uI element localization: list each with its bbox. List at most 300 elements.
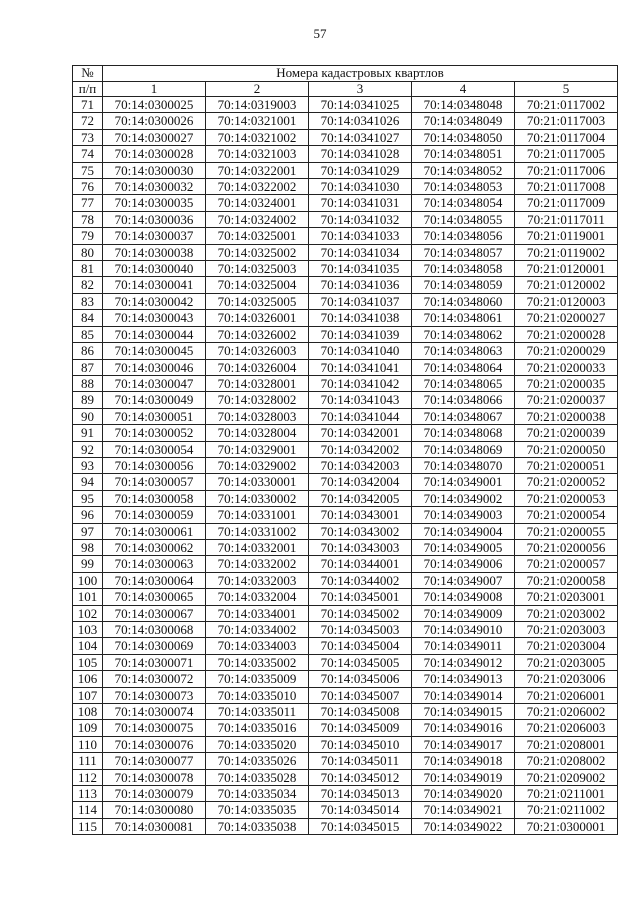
cadastral-cell-2: 70:14:0319003 bbox=[206, 97, 309, 113]
cadastral-cell-3: 70:14:0341038 bbox=[309, 310, 412, 326]
cadastral-cell-2: 70:14:0329002 bbox=[206, 457, 309, 473]
cadastral-cell-5: 70:21:0119002 bbox=[515, 244, 618, 260]
cadastral-cell-4: 70:14:0348066 bbox=[412, 392, 515, 408]
cadastral-cell-2: 70:14:0334001 bbox=[206, 605, 309, 621]
table-row bbox=[73, 802, 618, 818]
cadastral-cell-5: 70:21:0208002 bbox=[515, 753, 618, 769]
cadastral-cell-3: 70:14:0345013 bbox=[309, 786, 412, 802]
row-number-cell: 79 bbox=[73, 228, 103, 244]
table-row bbox=[73, 589, 618, 605]
cadastral-cell-1: 70:14:0300036 bbox=[103, 211, 206, 227]
row-number-cell: 74 bbox=[73, 146, 103, 162]
table-row bbox=[73, 539, 618, 555]
cadastral-cell-4: 70:14:0349012 bbox=[412, 654, 515, 670]
table-row bbox=[73, 622, 618, 638]
header-num-sublabel: п/п bbox=[73, 81, 103, 97]
header-column-4: 4 bbox=[412, 81, 515, 97]
cadastral-cell-5: 70:21:0200035 bbox=[515, 375, 618, 391]
row-number-cell: 75 bbox=[73, 162, 103, 178]
cadastral-cell-1: 70:14:0300080 bbox=[103, 802, 206, 818]
table-row bbox=[73, 293, 618, 309]
cadastral-cell-1: 70:14:0300062 bbox=[103, 539, 206, 555]
cadastral-cell-2: 70:14:0330001 bbox=[206, 474, 309, 490]
cadastral-cell-3: 70:14:0343001 bbox=[309, 507, 412, 523]
cadastral-cell-4: 70:14:0348069 bbox=[412, 441, 515, 457]
row-number-cell: 109 bbox=[73, 720, 103, 736]
cadastral-cell-1: 70:14:0300064 bbox=[103, 572, 206, 588]
cadastral-cell-1: 70:14:0300079 bbox=[103, 786, 206, 802]
cadastral-cell-1: 70:14:0300065 bbox=[103, 589, 206, 605]
table-row bbox=[73, 720, 618, 736]
row-number-cell: 114 bbox=[73, 802, 103, 818]
cadastral-cell-1: 70:14:0300046 bbox=[103, 359, 206, 375]
cadastral-cell-5: 70:21:0203001 bbox=[515, 589, 618, 605]
cadastral-cell-1: 70:14:0300032 bbox=[103, 179, 206, 195]
header-column-3: 3 bbox=[309, 81, 412, 97]
row-number-cell: 84 bbox=[73, 310, 103, 326]
cadastral-cell-1: 70:14:0300068 bbox=[103, 622, 206, 638]
cadastral-cell-4: 70:14:0349010 bbox=[412, 622, 515, 638]
cadastral-cell-5: 70:21:0117005 bbox=[515, 146, 618, 162]
cadastral-cell-5: 70:21:0200052 bbox=[515, 474, 618, 490]
row-number-cell: 76 bbox=[73, 179, 103, 195]
header-column-1: 1 bbox=[103, 81, 206, 97]
row-number-cell: 91 bbox=[73, 425, 103, 441]
cadastral-cell-5: 70:21:0203006 bbox=[515, 671, 618, 687]
cadastral-cell-5: 70:21:0200058 bbox=[515, 572, 618, 588]
cadastral-cell-2: 70:14:0326004 bbox=[206, 359, 309, 375]
cadastral-cell-3: 70:14:0345009 bbox=[309, 720, 412, 736]
row-number-cell: 71 bbox=[73, 97, 103, 113]
cadastral-cell-2: 70:14:0326001 bbox=[206, 310, 309, 326]
row-number-cell: 105 bbox=[73, 654, 103, 670]
cadastral-cell-2: 70:14:0332004 bbox=[206, 589, 309, 605]
cadastral-cell-4: 70:14:0348051 bbox=[412, 146, 515, 162]
table-row bbox=[73, 753, 618, 769]
cadastral-cell-3: 70:14:0341031 bbox=[309, 195, 412, 211]
cadastral-cell-5: 70:21:0117002 bbox=[515, 97, 618, 113]
header-column-2: 2 bbox=[206, 81, 309, 97]
cadastral-cell-3: 70:14:0345007 bbox=[309, 687, 412, 703]
cadastral-cell-4: 70:14:0348064 bbox=[412, 359, 515, 375]
cadastral-cell-4: 70:14:0349008 bbox=[412, 589, 515, 605]
cadastral-cell-4: 70:14:0349020 bbox=[412, 786, 515, 802]
cadastral-cell-4: 70:14:0348061 bbox=[412, 310, 515, 326]
cadastral-cell-4: 70:14:0349005 bbox=[412, 539, 515, 555]
cadastral-cell-3: 70:14:0341029 bbox=[309, 162, 412, 178]
row-number-cell: 92 bbox=[73, 441, 103, 457]
cadastral-cell-1: 70:14:0300058 bbox=[103, 490, 206, 506]
cadastral-cell-4: 70:14:0349004 bbox=[412, 523, 515, 539]
cadastral-cell-1: 70:14:0300056 bbox=[103, 457, 206, 473]
cadastral-cell-5: 70:21:0300001 bbox=[515, 818, 618, 834]
cadastral-cell-1: 70:14:0300063 bbox=[103, 556, 206, 572]
cadastral-cell-4: 70:14:0348054 bbox=[412, 195, 515, 211]
cadastral-cell-3: 70:14:0341027 bbox=[309, 129, 412, 145]
cadastral-cell-1: 70:14:0300045 bbox=[103, 343, 206, 359]
row-number-cell: 96 bbox=[73, 507, 103, 523]
cadastral-cell-5: 70:21:0200057 bbox=[515, 556, 618, 572]
cadastral-cell-1: 70:14:0300067 bbox=[103, 605, 206, 621]
table-row bbox=[73, 523, 618, 539]
cadastral-cell-5: 70:21:0203004 bbox=[515, 638, 618, 654]
cadastral-cell-4: 70:14:0348059 bbox=[412, 277, 515, 293]
cadastral-cell-5: 70:21:0200037 bbox=[515, 392, 618, 408]
cadastral-cell-3: 70:14:0342005 bbox=[309, 490, 412, 506]
cadastral-cell-5: 70:21:0200056 bbox=[515, 539, 618, 555]
cadastral-cell-2: 70:14:0335020 bbox=[206, 736, 309, 752]
cadastral-cell-4: 70:14:0348065 bbox=[412, 375, 515, 391]
cadastral-cell-2: 70:14:0328001 bbox=[206, 375, 309, 391]
cadastral-cell-2: 70:14:0335038 bbox=[206, 818, 309, 834]
cadastral-cell-4: 70:14:0348055 bbox=[412, 211, 515, 227]
cadastral-cell-5: 70:21:0203002 bbox=[515, 605, 618, 621]
cadastral-cell-4: 70:14:0349003 bbox=[412, 507, 515, 523]
cadastral-cell-2: 70:14:0335035 bbox=[206, 802, 309, 818]
cadastral-cell-5: 70:21:0200033 bbox=[515, 359, 618, 375]
cadastral-cell-2: 70:14:0325004 bbox=[206, 277, 309, 293]
cadastral-table bbox=[72, 65, 618, 835]
cadastral-cell-1: 70:14:0300081 bbox=[103, 818, 206, 834]
cadastral-cell-2: 70:14:0335002 bbox=[206, 654, 309, 670]
cadastral-cell-1: 70:14:0300072 bbox=[103, 671, 206, 687]
cadastral-cell-2: 70:14:0325003 bbox=[206, 261, 309, 277]
row-number-cell: 77 bbox=[73, 195, 103, 211]
table-row bbox=[73, 736, 618, 752]
cadastral-cell-1: 70:14:0300042 bbox=[103, 293, 206, 309]
cadastral-cell-4: 70:14:0349022 bbox=[412, 818, 515, 834]
cadastral-cell-5: 70:21:0117008 bbox=[515, 179, 618, 195]
cadastral-cell-4: 70:14:0348062 bbox=[412, 326, 515, 342]
row-number-cell: 102 bbox=[73, 605, 103, 621]
table-row bbox=[73, 474, 618, 490]
cadastral-cell-1: 70:14:0300044 bbox=[103, 326, 206, 342]
cadastral-cell-1: 70:14:0300043 bbox=[103, 310, 206, 326]
cadastral-cell-3: 70:14:0341037 bbox=[309, 293, 412, 309]
cadastral-cell-3: 70:14:0345003 bbox=[309, 622, 412, 638]
cadastral-cell-1: 70:14:0300074 bbox=[103, 704, 206, 720]
cadastral-cell-4: 70:14:0349017 bbox=[412, 736, 515, 752]
cadastral-cell-2: 70:14:0325001 bbox=[206, 228, 309, 244]
cadastral-cell-4: 70:14:0349015 bbox=[412, 704, 515, 720]
cadastral-cell-5: 70:21:0206001 bbox=[515, 687, 618, 703]
cadastral-cell-4: 70:14:0348070 bbox=[412, 457, 515, 473]
cadastral-cell-2: 70:14:0334003 bbox=[206, 638, 309, 654]
row-number-cell: 95 bbox=[73, 490, 103, 506]
cadastral-cell-3: 70:14:0341041 bbox=[309, 359, 412, 375]
cadastral-cell-4: 70:14:0349018 bbox=[412, 753, 515, 769]
cadastral-cell-5: 70:21:0203003 bbox=[515, 622, 618, 638]
cadastral-cell-4: 70:14:0348060 bbox=[412, 293, 515, 309]
cadastral-cell-3: 70:14:0342004 bbox=[309, 474, 412, 490]
cadastral-cell-5: 70:21:0200055 bbox=[515, 523, 618, 539]
cadastral-cell-2: 70:14:0321002 bbox=[206, 129, 309, 145]
cadastral-cell-5: 70:21:0200027 bbox=[515, 310, 618, 326]
cadastral-cell-2: 70:14:0328004 bbox=[206, 425, 309, 441]
row-number-cell: 106 bbox=[73, 671, 103, 687]
table-row bbox=[73, 556, 618, 572]
row-number-cell: 88 bbox=[73, 375, 103, 391]
cadastral-cell-1: 70:14:0300047 bbox=[103, 375, 206, 391]
table-row bbox=[73, 490, 618, 506]
cadastral-cell-4: 70:14:0348058 bbox=[412, 261, 515, 277]
table-row bbox=[73, 359, 618, 375]
cadastral-cell-5: 70:21:0117004 bbox=[515, 129, 618, 145]
cadastral-cell-5: 70:21:0200038 bbox=[515, 408, 618, 424]
row-number-cell: 72 bbox=[73, 113, 103, 129]
row-number-cell: 83 bbox=[73, 293, 103, 309]
table-row bbox=[73, 654, 618, 670]
table-row bbox=[73, 818, 618, 834]
cadastral-cell-3: 70:14:0345001 bbox=[309, 589, 412, 605]
cadastral-cell-4: 70:14:0348067 bbox=[412, 408, 515, 424]
cadastral-cell-2: 70:14:0328002 bbox=[206, 392, 309, 408]
cadastral-cell-2: 70:14:0335028 bbox=[206, 769, 309, 785]
header-group-title: Номера кадастровых квартлов bbox=[103, 66, 618, 82]
cadastral-cell-1: 70:14:0300035 bbox=[103, 195, 206, 211]
cadastral-cell-1: 70:14:0300037 bbox=[103, 228, 206, 244]
cadastral-cell-1: 70:14:0300075 bbox=[103, 720, 206, 736]
cadastral-cell-5: 70:21:0119001 bbox=[515, 228, 618, 244]
cadastral-cell-2: 70:14:0328003 bbox=[206, 408, 309, 424]
cadastral-cell-5: 70:21:0200051 bbox=[515, 457, 618, 473]
row-number-cell: 81 bbox=[73, 261, 103, 277]
cadastral-cell-5: 70:21:0209002 bbox=[515, 769, 618, 785]
table-row bbox=[73, 638, 618, 654]
cadastral-cell-2: 70:14:0335034 bbox=[206, 786, 309, 802]
row-number-cell: 85 bbox=[73, 326, 103, 342]
cadastral-cell-1: 70:14:0300059 bbox=[103, 507, 206, 523]
cadastral-cell-1: 70:14:0300052 bbox=[103, 425, 206, 441]
cadastral-cell-5: 70:21:0206002 bbox=[515, 704, 618, 720]
cadastral-cell-5: 70:21:0120001 bbox=[515, 261, 618, 277]
cadastral-cell-5: 70:21:0211002 bbox=[515, 802, 618, 818]
cadastral-cell-5: 70:21:0120003 bbox=[515, 293, 618, 309]
cadastral-cell-3: 70:14:0341030 bbox=[309, 179, 412, 195]
cadastral-cell-2: 70:14:0324002 bbox=[206, 211, 309, 227]
cadastral-cell-2: 70:14:0326002 bbox=[206, 326, 309, 342]
table-row bbox=[73, 228, 618, 244]
cadastral-cell-4: 70:14:0349007 bbox=[412, 572, 515, 588]
row-number-cell: 103 bbox=[73, 622, 103, 638]
cadastral-cell-2: 70:14:0335016 bbox=[206, 720, 309, 736]
cadastral-cell-2: 70:14:0335009 bbox=[206, 671, 309, 687]
cadastral-cell-2: 70:14:0325005 bbox=[206, 293, 309, 309]
header-row-top bbox=[73, 66, 618, 82]
cadastral-cell-4: 70:14:0348052 bbox=[412, 162, 515, 178]
row-number-cell: 113 bbox=[73, 786, 103, 802]
cadastral-cell-3: 70:14:0341035 bbox=[309, 261, 412, 277]
table-row bbox=[73, 687, 618, 703]
table-row bbox=[73, 211, 618, 227]
cadastral-cell-3: 70:14:0345004 bbox=[309, 638, 412, 654]
cadastral-cell-5: 70:21:0117011 bbox=[515, 211, 618, 227]
cadastral-cell-3: 70:14:0345005 bbox=[309, 654, 412, 670]
cadastral-cell-5: 70:21:0200054 bbox=[515, 507, 618, 523]
table-row bbox=[73, 326, 618, 342]
table-row bbox=[73, 507, 618, 523]
cadastral-cell-5: 70:21:0211001 bbox=[515, 786, 618, 802]
cadastral-cell-4: 70:14:0349013 bbox=[412, 671, 515, 687]
cadastral-cell-1: 70:14:0300069 bbox=[103, 638, 206, 654]
cadastral-cell-2: 70:14:0321001 bbox=[206, 113, 309, 129]
cadastral-cell-4: 70:14:0348048 bbox=[412, 97, 515, 113]
cadastral-cell-2: 70:14:0331001 bbox=[206, 507, 309, 523]
table-row bbox=[73, 425, 618, 441]
row-number-cell: 107 bbox=[73, 687, 103, 703]
cadastral-cell-2: 70:14:0326003 bbox=[206, 343, 309, 359]
table-row bbox=[73, 457, 618, 473]
row-number-cell: 73 bbox=[73, 129, 103, 145]
cadastral-cell-3: 70:14:0341033 bbox=[309, 228, 412, 244]
cadastral-cell-3: 70:14:0341043 bbox=[309, 392, 412, 408]
cadastral-cell-3: 70:14:0345006 bbox=[309, 671, 412, 687]
cadastral-cell-3: 70:14:0341028 bbox=[309, 146, 412, 162]
cadastral-cell-2: 70:14:0335010 bbox=[206, 687, 309, 703]
table-row bbox=[73, 179, 618, 195]
cadastral-cell-2: 70:14:0332002 bbox=[206, 556, 309, 572]
cadastral-cell-3: 70:14:0341025 bbox=[309, 97, 412, 113]
cadastral-cell-2: 70:14:0325002 bbox=[206, 244, 309, 260]
cadastral-cell-3: 70:14:0345011 bbox=[309, 753, 412, 769]
cadastral-cell-1: 70:14:0300028 bbox=[103, 146, 206, 162]
cadastral-cell-1: 70:14:0300027 bbox=[103, 129, 206, 145]
cadastral-cell-4: 70:14:0349006 bbox=[412, 556, 515, 572]
row-number-cell: 101 bbox=[73, 589, 103, 605]
cadastral-cell-3: 70:14:0341032 bbox=[309, 211, 412, 227]
cadastral-cell-3: 70:14:0344002 bbox=[309, 572, 412, 588]
cadastral-cell-5: 70:21:0208001 bbox=[515, 736, 618, 752]
cadastral-cell-1: 70:14:0300051 bbox=[103, 408, 206, 424]
row-number-cell: 87 bbox=[73, 359, 103, 375]
table-row bbox=[73, 572, 618, 588]
row-number-cell: 100 bbox=[73, 572, 103, 588]
cadastral-cell-2: 70:14:0321003 bbox=[206, 146, 309, 162]
cadastral-cell-5: 70:21:0200029 bbox=[515, 343, 618, 359]
cadastral-cell-1: 70:14:0300076 bbox=[103, 736, 206, 752]
cadastral-cell-1: 70:14:0300071 bbox=[103, 654, 206, 670]
table-row bbox=[73, 786, 618, 802]
cadastral-cell-4: 70:14:0348053 bbox=[412, 179, 515, 195]
cadastral-cell-5: 70:21:0206003 bbox=[515, 720, 618, 736]
cadastral-cell-4: 70:14:0349001 bbox=[412, 474, 515, 490]
cadastral-cell-3: 70:14:0345014 bbox=[309, 802, 412, 818]
table-row bbox=[73, 392, 618, 408]
cadastral-cell-5: 70:21:0200028 bbox=[515, 326, 618, 342]
row-number-cell: 90 bbox=[73, 408, 103, 424]
table-row bbox=[73, 97, 618, 113]
cadastral-cell-1: 70:14:0300078 bbox=[103, 769, 206, 785]
row-number-cell: 110 bbox=[73, 736, 103, 752]
cadastral-cell-3: 70:14:0341042 bbox=[309, 375, 412, 391]
cadastral-cell-3: 70:14:0341039 bbox=[309, 326, 412, 342]
cadastral-cell-3: 70:14:0341040 bbox=[309, 343, 412, 359]
cadastral-cell-1: 70:14:0300041 bbox=[103, 277, 206, 293]
cadastral-cell-2: 70:14:0332003 bbox=[206, 572, 309, 588]
cadastral-cell-1: 70:14:0300073 bbox=[103, 687, 206, 703]
cadastral-cell-1: 70:14:0300054 bbox=[103, 441, 206, 457]
table-row bbox=[73, 113, 618, 129]
cadastral-cell-3: 70:14:0341044 bbox=[309, 408, 412, 424]
table-row bbox=[73, 671, 618, 687]
row-number-cell: 97 bbox=[73, 523, 103, 539]
row-number-cell: 80 bbox=[73, 244, 103, 260]
cadastral-cell-2: 70:14:0329001 bbox=[206, 441, 309, 457]
cadastral-cell-4: 70:14:0348050 bbox=[412, 129, 515, 145]
table-row bbox=[73, 605, 618, 621]
row-number-cell: 115 bbox=[73, 818, 103, 834]
cadastral-cell-1: 70:14:0300030 bbox=[103, 162, 206, 178]
cadastral-cell-4: 70:14:0349014 bbox=[412, 687, 515, 703]
row-number-cell: 78 bbox=[73, 211, 103, 227]
table-body bbox=[73, 97, 618, 835]
row-number-cell: 111 bbox=[73, 753, 103, 769]
cadastral-cell-4: 70:14:0349016 bbox=[412, 720, 515, 736]
cadastral-cell-3: 70:14:0345008 bbox=[309, 704, 412, 720]
cadastral-cell-5: 70:21:0200053 bbox=[515, 490, 618, 506]
cadastral-cell-1: 70:14:0300061 bbox=[103, 523, 206, 539]
row-number-cell: 82 bbox=[73, 277, 103, 293]
cadastral-cell-1: 70:14:0300057 bbox=[103, 474, 206, 490]
row-number-cell: 99 bbox=[73, 556, 103, 572]
table-row bbox=[73, 195, 618, 211]
page-number: 57 bbox=[313, 26, 327, 41]
cadastral-cell-3: 70:14:0343002 bbox=[309, 523, 412, 539]
cadastral-cell-2: 70:14:0322002 bbox=[206, 179, 309, 195]
table-row bbox=[73, 375, 618, 391]
cadastral-cell-2: 70:14:0331002 bbox=[206, 523, 309, 539]
table-row bbox=[73, 704, 618, 720]
cadastral-cell-4: 70:14:0348049 bbox=[412, 113, 515, 129]
cadastral-cell-5: 70:21:0200039 bbox=[515, 425, 618, 441]
cadastral-cell-3: 70:14:0342002 bbox=[309, 441, 412, 457]
table-row bbox=[73, 162, 618, 178]
header-row-bottom bbox=[73, 81, 618, 97]
cadastral-cell-1: 70:14:0300025 bbox=[103, 97, 206, 113]
table-row bbox=[73, 343, 618, 359]
row-number-cell: 104 bbox=[73, 638, 103, 654]
cadastral-cell-5: 70:21:0117003 bbox=[515, 113, 618, 129]
cadastral-cell-1: 70:14:0300049 bbox=[103, 392, 206, 408]
cadastral-cell-3: 70:14:0345012 bbox=[309, 769, 412, 785]
row-number-cell: 93 bbox=[73, 457, 103, 473]
row-number-cell: 98 bbox=[73, 539, 103, 555]
cadastral-cell-3: 70:14:0341036 bbox=[309, 277, 412, 293]
cadastral-cell-2: 70:14:0330002 bbox=[206, 490, 309, 506]
cadastral-cell-1: 70:14:0300040 bbox=[103, 261, 206, 277]
cadastral-cell-2: 70:14:0335011 bbox=[206, 704, 309, 720]
cadastral-cell-4: 70:14:0349011 bbox=[412, 638, 515, 654]
header-column-5: 5 bbox=[515, 81, 618, 97]
cadastral-cell-5: 70:21:0200050 bbox=[515, 441, 618, 457]
cadastral-cell-4: 70:14:0349009 bbox=[412, 605, 515, 621]
cadastral-cell-2: 70:14:0332001 bbox=[206, 539, 309, 555]
cadastral-cell-2: 70:14:0334002 bbox=[206, 622, 309, 638]
row-number-cell: 112 bbox=[73, 769, 103, 785]
cadastral-cell-5: 70:21:0203005 bbox=[515, 654, 618, 670]
cadastral-cell-4: 70:14:0349019 bbox=[412, 769, 515, 785]
row-number-cell: 86 bbox=[73, 343, 103, 359]
cadastral-cell-3: 70:14:0343003 bbox=[309, 539, 412, 555]
table-row bbox=[73, 261, 618, 277]
cadastral-cell-5: 70:21:0120002 bbox=[515, 277, 618, 293]
table-row bbox=[73, 129, 618, 145]
table-row bbox=[73, 244, 618, 260]
table-row bbox=[73, 408, 618, 424]
cadastral-cell-5: 70:21:0117009 bbox=[515, 195, 618, 211]
cadastral-cell-3: 70:14:0345002 bbox=[309, 605, 412, 621]
cadastral-cell-3: 70:14:0345015 bbox=[309, 818, 412, 834]
